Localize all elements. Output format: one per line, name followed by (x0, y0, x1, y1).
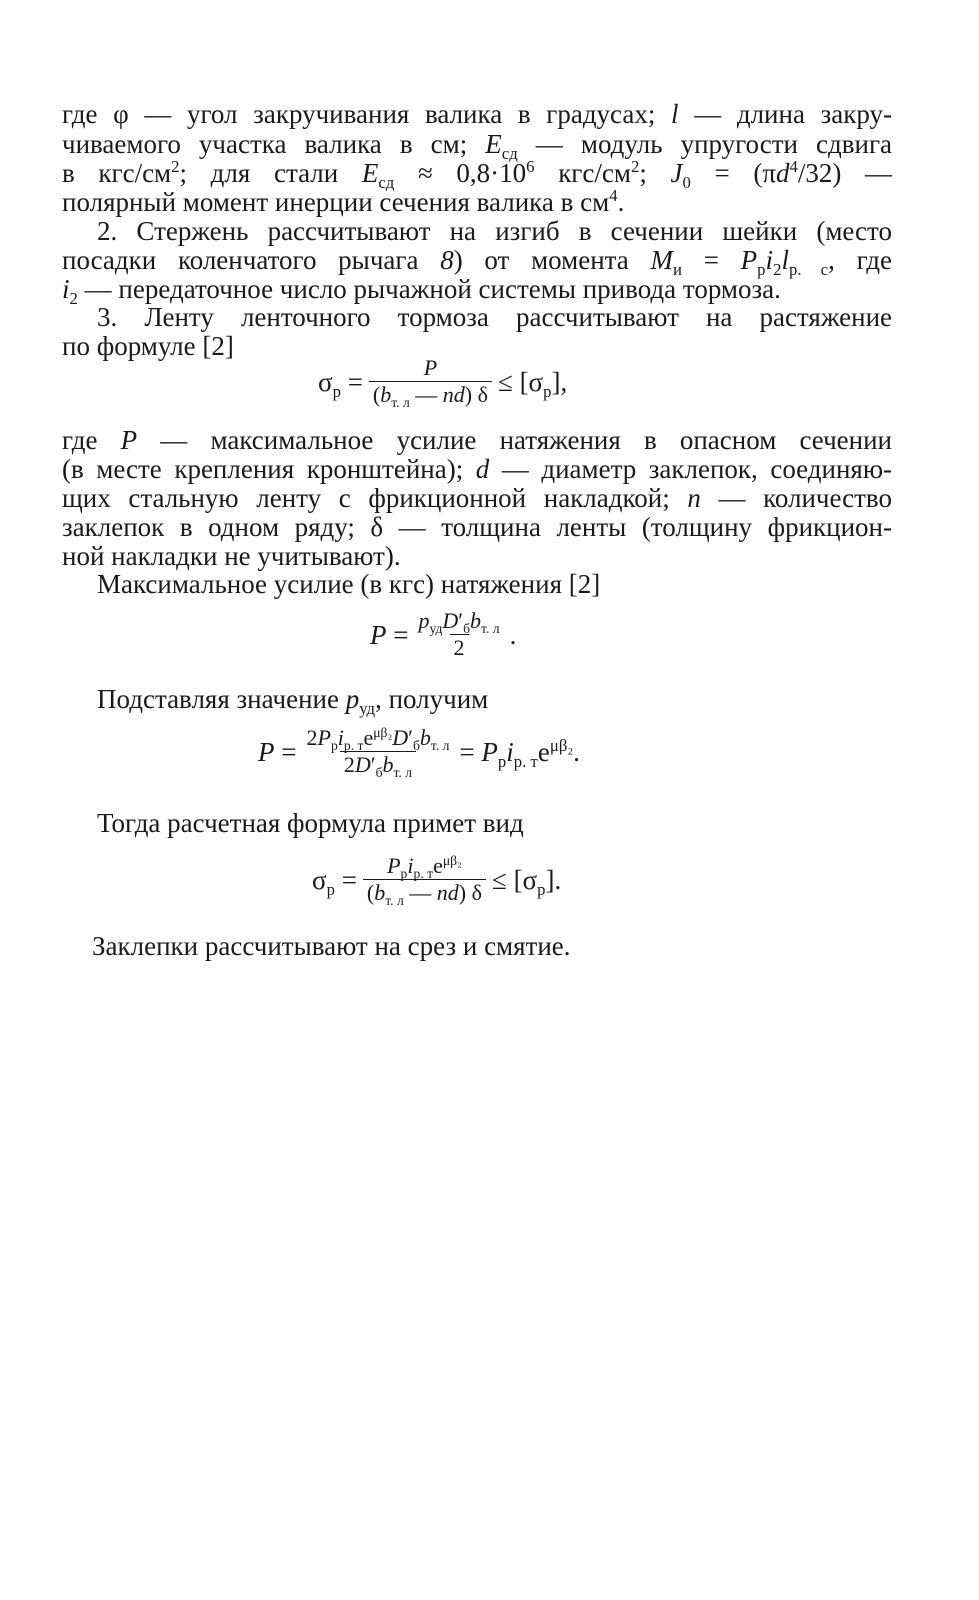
text-line: полярный момент инерции сечения валика в $см^4$. (62, 185, 625, 217)
formula-sigma-p: $\sigma_р$ = $\frac{P}{(b_{т. л} — nd) \delta}$ ≤ $[\sigma_р]$, (318, 355, 568, 410)
formula-sigma-final: $\sigma_р$ = $\frac{P_рi_{р. т}e^{\mu\beta_2}}{(b_{т. л} — nd) \delta}$ ≤ $[\sigma_р]$. (312, 852, 562, 908)
text-line: 3. Ленту ленточного тормоза рассчитывают на растяжение (97, 302, 892, 332)
text-line: по формуле [2] (62, 331, 234, 361)
text-line: $i_2$ — передаточное число рычажной системы привода тормоза. (62, 274, 781, 308)
text-line: щих стальную ленту с фрикционной накладкой; n — количество (62, 483, 892, 513)
text-line: 2. Стержень рассчитывают на изгиб в сечении шейки (место (97, 216, 892, 246)
text-line: Максимальное усилие (в кгс) натяжения [2] (97, 569, 601, 599)
text-line: заклепок в одном ряду; δ — толщина ленты (толщину фрикцион- (62, 512, 892, 542)
text-line: (в месте крепления кронштейна); d — диаметр заклепок, соединяю- (62, 454, 892, 484)
formula-p-substituted: P = $\frac{2P_рi_{р. т}e^{\mu\beta_2}D'_бb_{т. л}}{2D'_бb_{т. л}}$ = $P_рi_{р. т}e^{\mu\beta_2}$. (258, 724, 580, 780)
text-line: чиваемого участка валика в см; $E_{сд}$ — модуль упругости сдвига (62, 129, 893, 163)
text-line: где φ — угол закручивания валика в градусах; l — длина закру- (62, 99, 892, 129)
text-line: где P — максимальное усилие натяжения в опасном сечении (62, 425, 892, 455)
text-line: ной накладки не учитывают). (62, 541, 401, 571)
text-line: посадки коленчатого рычага 8) от момента $M_и = P_рi_2l_{р. с}$, где (62, 245, 893, 279)
text-line: Тогда расчетная формула примет вид (97, 808, 524, 838)
text-line: Подставляя значение $p_{уд}$, получим (97, 684, 489, 718)
text-line: Заклепки рассчитывают на срез и смятие. (92, 931, 571, 961)
text-line: в кгс/$см^2$; для стали $E_{сд} \approx 0,8\cdot 10^6$ кгс/$см^2$; $J_0 = (\pi d^4/32)$ — (62, 156, 893, 192)
formula-p-max: P = $\frac{p_{уд}D'_бb_{т. л}}{2}$ . (370, 608, 517, 660)
